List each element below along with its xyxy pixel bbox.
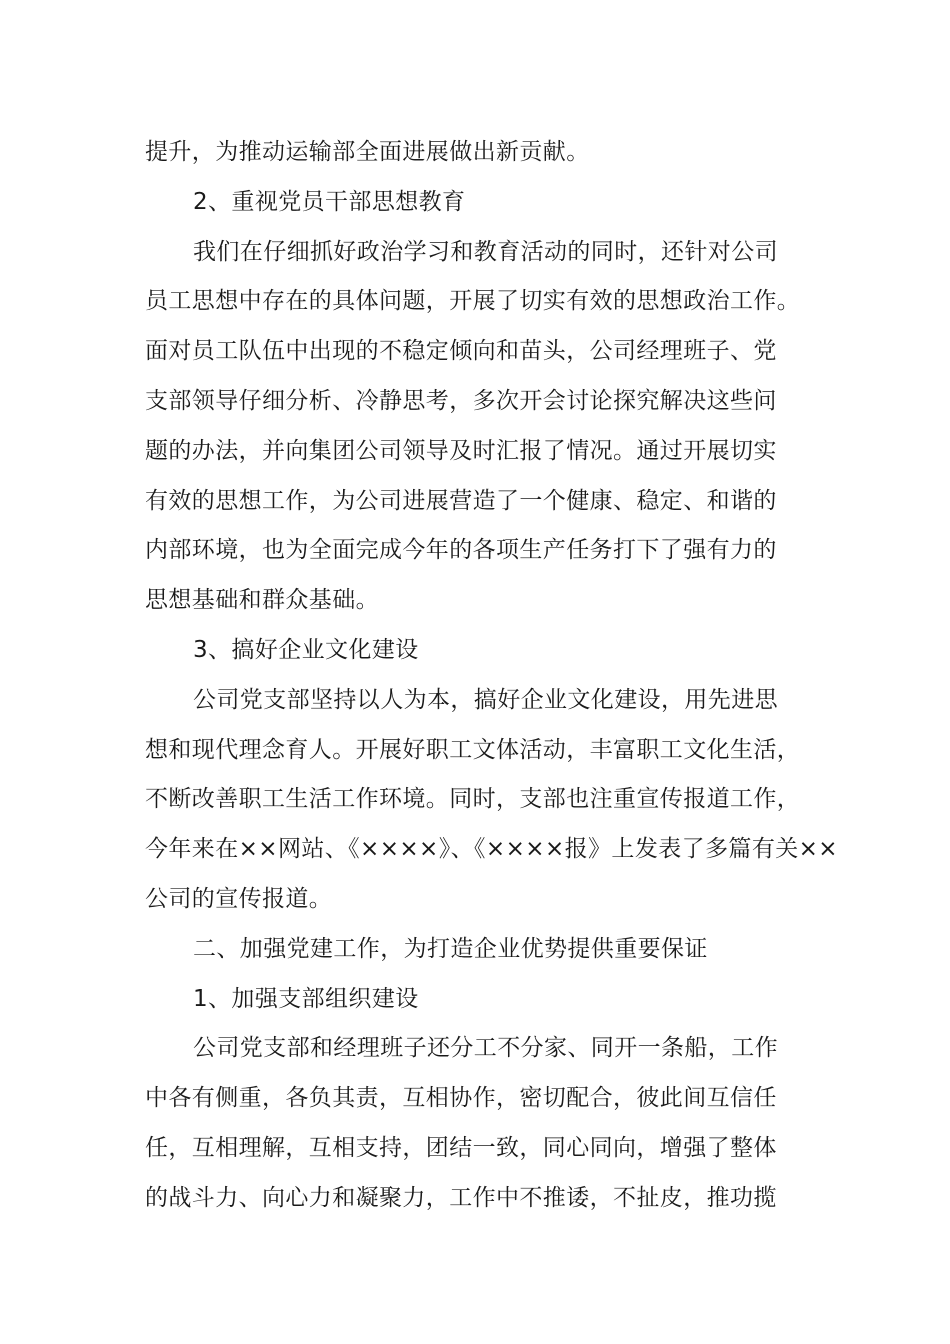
text-line: 的战斗力、向心力和凝聚力，工作中不推诿，不扯皮，推功揽 (145, 1184, 777, 1211)
text-line: 员工思想中存在的具体问题，开展了切实有效的思想政治工作。 (145, 288, 801, 315)
text-line: 我们在仔细抓好政治学习和教育活动的同时，还针对公司 (193, 238, 778, 265)
text-line: 思想基础和群众基础。 (145, 587, 379, 614)
text-line: 公司党支部和经理班子还分工不分家、同开一条船，工作 (193, 1035, 778, 1062)
text-line: 任，互相理解，互相支持，团结一致，同心同向，增强了整体 (145, 1134, 777, 1161)
text-line: 支部领导仔细分析、冷静思考，多次开会讨论探究解决这些问 (145, 387, 777, 414)
document-body (145, 128, 838, 1224)
text-line: 2、重视党员干部思想教育 (193, 188, 466, 215)
text-line: 题的办法，并向集团公司领导及时汇报了情况。通过开展切实 (145, 437, 777, 464)
text-line: 想和现代理念育人。开展好职工文体活动，丰富职工文化生活， (145, 736, 801, 763)
text-line: 二、加强党建工作，为打造企业优势提供重要保证 (193, 935, 708, 962)
text-line: 有效的思想工作，为公司进展营造了一个健康、稳定、和谐的 (145, 487, 777, 514)
text-line: 3、搞好企业文化建设 (193, 636, 419, 663)
text-line: 今年来在××网站、《××××》、《××××报》上发表了多篇有关×× (145, 836, 838, 863)
text-line: 面对员工队伍中出现的不稳定倾向和苗头，公司经理班子、党 (145, 338, 777, 365)
text-line: 公司党支部坚持以人为本，搞好企业文化建设，用先进思 (193, 686, 778, 713)
text-line: 内部环境，也为全面完成今年的各项生产任务打下了强有力的 (145, 537, 777, 564)
text-line: 1、加强支部组织建设 (193, 985, 419, 1012)
text-line: 公司的宣传报道。 (145, 885, 333, 912)
text-line: 中各有侧重，各负其责，互相协作，密切配合，彼此间互信任 (145, 1085, 777, 1112)
text-line: 提升，为推动运输部全面进展做出新贡献。 (145, 139, 590, 165)
text-line: 不断改善职工生活工作环境。同时，支部也注重宣传报道工作， (145, 786, 801, 813)
